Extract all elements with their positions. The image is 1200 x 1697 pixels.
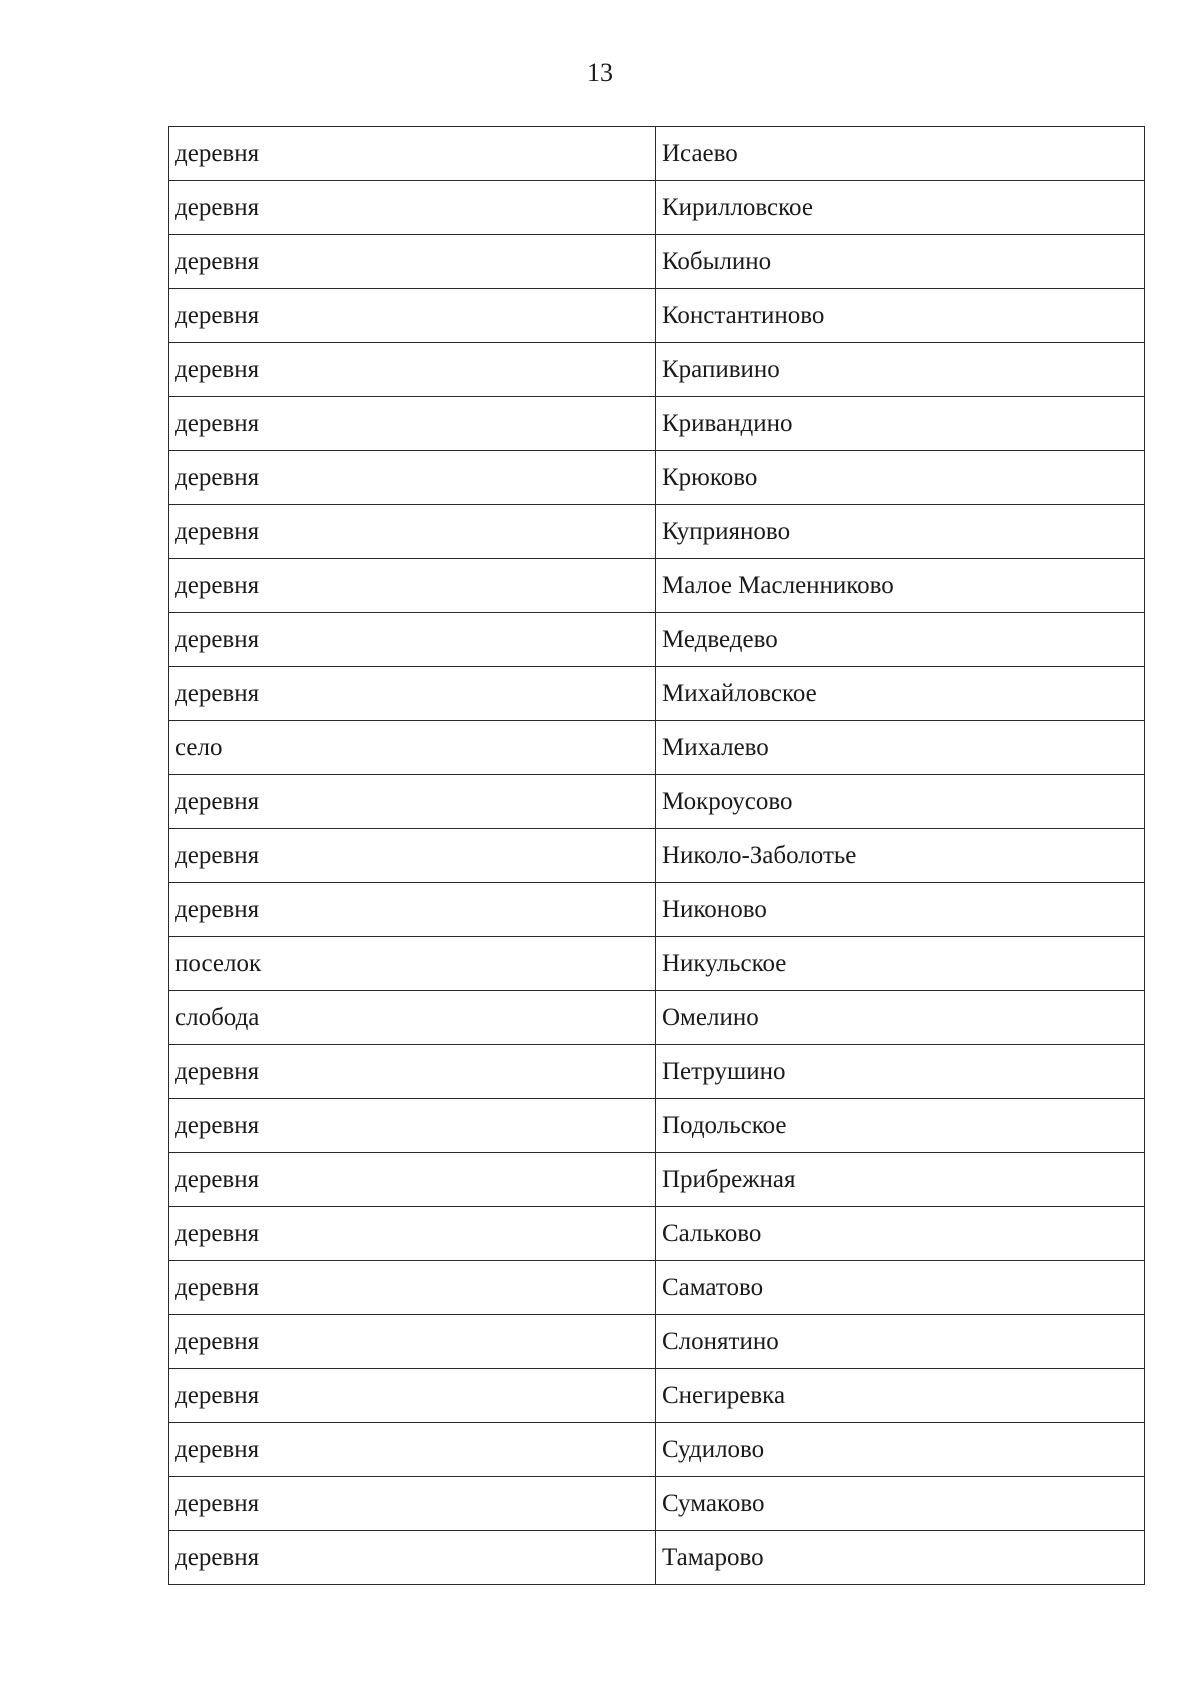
table-row — [169, 1045, 1145, 1099]
table-row — [169, 127, 1145, 181]
settlement-type-cell: поселок — [169, 937, 656, 991]
settlement-type-cell: деревня — [169, 1315, 656, 1369]
table-row — [169, 1261, 1145, 1315]
table-row — [169, 451, 1145, 505]
table-row — [169, 775, 1145, 829]
settlement-type-cell: деревня — [169, 181, 656, 235]
settlement-type-cell: деревня — [169, 883, 656, 937]
table-row — [169, 1531, 1145, 1585]
table-row — [169, 937, 1145, 991]
table-row — [169, 559, 1145, 613]
settlement-type-cell: деревня — [169, 1423, 656, 1477]
settlement-name-cell: Судилово — [656, 1423, 1145, 1477]
settlement-type-cell: деревня — [169, 505, 656, 559]
settlement-type-cell: деревня — [169, 127, 656, 181]
table-row — [169, 883, 1145, 937]
page-number: 13 — [587, 58, 613, 87]
table-row — [169, 397, 1145, 451]
table-row — [169, 1153, 1145, 1207]
settlement-type-cell: деревня — [169, 559, 656, 613]
table-row — [169, 1477, 1145, 1531]
settlements-table-body — [169, 127, 1145, 1585]
table-row — [169, 343, 1145, 397]
table-row — [169, 1423, 1145, 1477]
table-row — [169, 235, 1145, 289]
settlement-name-cell: Кирилловское — [656, 181, 1145, 235]
settlement-name-cell: Крюково — [656, 451, 1145, 505]
settlement-name-cell: Медведево — [656, 613, 1145, 667]
settlement-type-cell: деревня — [169, 1207, 656, 1261]
table-row — [169, 505, 1145, 559]
table-row — [169, 1369, 1145, 1423]
settlement-name-cell: Сумаково — [656, 1477, 1145, 1531]
settlement-type-cell: деревня — [169, 235, 656, 289]
settlement-type-cell: деревня — [169, 1045, 656, 1099]
table-row — [169, 991, 1145, 1045]
settlement-name-cell: Михалево — [656, 721, 1145, 775]
table-row — [169, 289, 1145, 343]
settlement-type-cell: деревня — [169, 343, 656, 397]
settlement-type-cell: деревня — [169, 1153, 656, 1207]
table-row — [169, 1099, 1145, 1153]
settlement-name-cell: Слонятино — [656, 1315, 1145, 1369]
settlement-type-cell: слобода — [169, 991, 656, 1045]
settlement-name-cell: Снегиревка — [656, 1369, 1145, 1423]
settlement-name-cell: Петрушино — [656, 1045, 1145, 1099]
settlements-table — [168, 126, 1145, 1585]
settlement-name-cell: Саматово — [656, 1261, 1145, 1315]
settlement-type-cell: деревня — [169, 1369, 656, 1423]
settlement-type-cell: деревня — [169, 667, 656, 721]
settlement-name-cell: Прибрежная — [656, 1153, 1145, 1207]
settlement-name-cell: Исаево — [656, 127, 1145, 181]
settlement-name-cell: Малое Масленниково — [656, 559, 1145, 613]
settlement-name-cell: Омелино — [656, 991, 1145, 1045]
table-row — [169, 829, 1145, 883]
table-row — [169, 667, 1145, 721]
settlement-name-cell: Николо-Заболотье — [656, 829, 1145, 883]
settlement-type-cell: деревня — [169, 775, 656, 829]
settlement-name-cell: Куприяново — [656, 505, 1145, 559]
settlement-name-cell: Кобылино — [656, 235, 1145, 289]
settlement-type-cell: деревня — [169, 1261, 656, 1315]
settlement-name-cell: Константиново — [656, 289, 1145, 343]
settlement-type-cell: деревня — [169, 1099, 656, 1153]
settlement-name-cell: Сальково — [656, 1207, 1145, 1261]
settlement-name-cell: Подольское — [656, 1099, 1145, 1153]
settlement-type-cell: деревня — [169, 829, 656, 883]
settlement-type-cell: деревня — [169, 1531, 656, 1585]
settlement-name-cell: Кривандино — [656, 397, 1145, 451]
table-row — [169, 613, 1145, 667]
settlement-name-cell: Мокроусово — [656, 775, 1145, 829]
settlement-type-cell: село — [169, 721, 656, 775]
settlement-type-cell: деревня — [169, 1477, 656, 1531]
settlement-name-cell: Крапивино — [656, 343, 1145, 397]
table-row — [169, 1315, 1145, 1369]
settlement-name-cell: Никульское — [656, 937, 1145, 991]
settlement-type-cell: деревня — [169, 451, 656, 505]
settlement-name-cell: Никоново — [656, 883, 1145, 937]
table-row — [169, 721, 1145, 775]
table-row — [169, 181, 1145, 235]
settlement-type-cell: деревня — [169, 613, 656, 667]
table-row — [169, 1207, 1145, 1261]
settlement-type-cell: деревня — [169, 289, 656, 343]
settlement-name-cell: Тамарово — [656, 1531, 1145, 1585]
settlement-name-cell: Михайловское — [656, 667, 1145, 721]
settlement-type-cell: деревня — [169, 397, 656, 451]
